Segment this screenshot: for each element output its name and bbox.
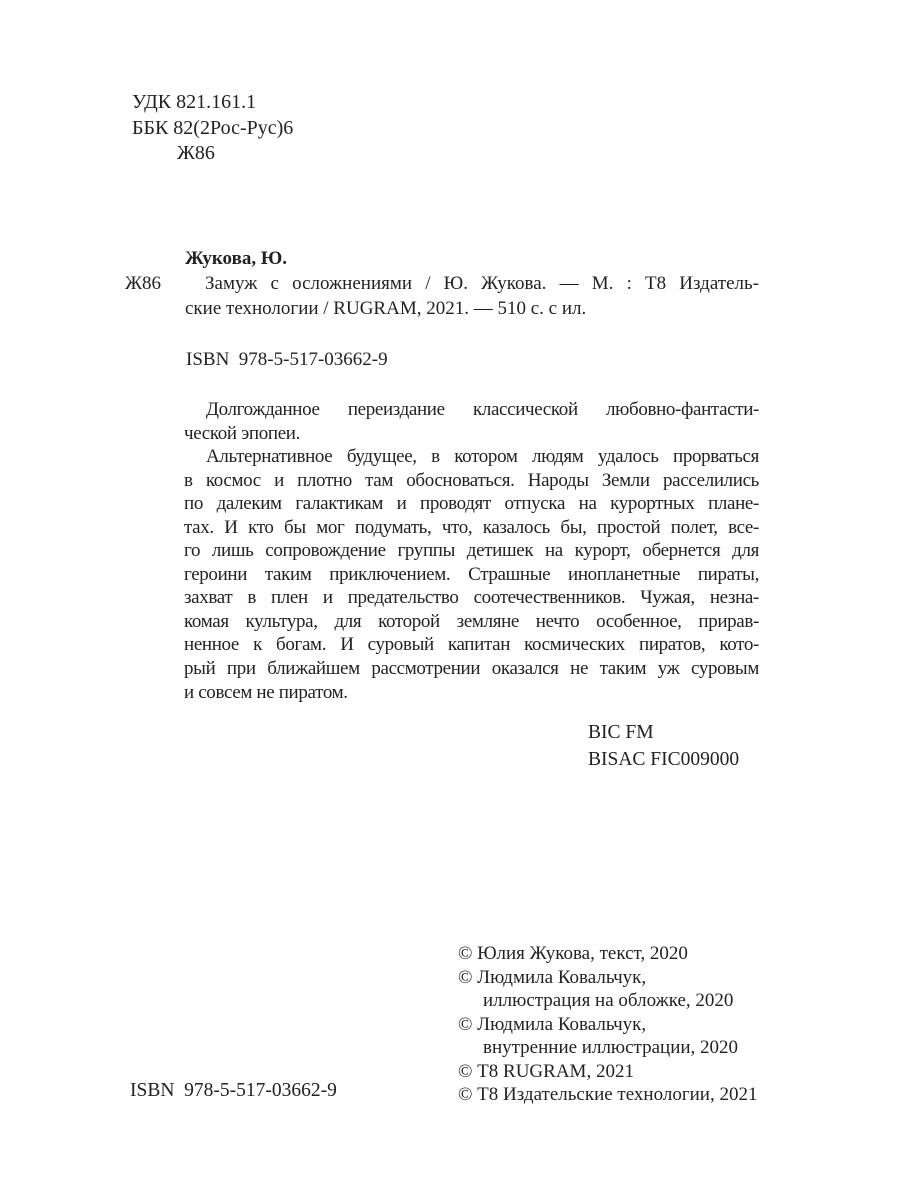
- annotation-line: Долгожданное переиздание классической любовно-фантасти-: [206, 399, 759, 420]
- bbk-code: ББК 82(2Рос-Рус)6: [132, 116, 294, 139]
- annotation-line: и совсем не пиратом.: [184, 681, 348, 703]
- annotation-line: в космос и плотно там обосноваться. Народы Земли расселились: [184, 469, 759, 491]
- catalog-entry: [125, 246, 759, 321]
- annotation-line: тах. И кто бы мог подумать, что, казалось бы, простой полет, все-: [184, 516, 759, 538]
- annotation-line: ческой эпопеи.: [184, 422, 301, 444]
- annotation-line: го лишь сопровождение группы детишек на курорт, обернется для: [184, 540, 759, 562]
- copyright-line: © Юлия Жукова, текст, 2020: [458, 943, 688, 964]
- copyright-line: © Т8 RUGRAM, 2021: [458, 1060, 634, 1082]
- annotation-line: героини таким приключением. Страшные инопланетные пираты,: [184, 563, 759, 585]
- classification-codes: [588, 719, 739, 773]
- copyright-line: © Т8 Издательские технологии, 2021: [458, 1084, 758, 1105]
- isbn-top: ISBN 978-5-517-03662-9: [186, 349, 388, 370]
- annotation-line: рый при ближайшем рассмотрении оказался не таким уж суровым: [184, 658, 759, 680]
- copyright-line: © Людмила Ковальчук,: [458, 1013, 647, 1035]
- annotation-line: Альтернативное будущее, в котором людям удалось прорваться: [206, 446, 759, 468]
- catalog-entry-line2: ские технологии / RUGRAM, 2021. — 510 с. с ил.: [185, 298, 587, 319]
- annotation-line: ненное к богам. И суровый капитан космических пиратов, кото-: [184, 634, 759, 656]
- copyright-block: [458, 942, 757, 1107]
- copyright-line: © Людмила Ковальчук,: [458, 966, 647, 988]
- copyright-line: иллюстрация на обложке, 2020: [483, 990, 734, 1011]
- annotation-line: по далеким галактикам и проводят отпуска на курортных плане-: [184, 493, 759, 515]
- annotation-block: [184, 398, 759, 704]
- annotation-line: комая культура, для которой земляне нечто особенное, прирав-: [184, 610, 759, 632]
- isbn-bottom: ISBN 978-5-517-03662-9: [130, 1080, 337, 1101]
- author-mark: Ж86: [177, 142, 215, 164]
- bisac-code: BISAC FIC009000: [588, 749, 740, 770]
- catalog-author-mark: Ж86: [125, 273, 162, 294]
- annotation-line: захват в плен и предательство соотечественников. Чужая, незна-: [184, 587, 759, 609]
- catalog-entry-text: Замуж с осложнениями / Ю. Жукова. — М. : Т8 Издатель-: [205, 273, 759, 294]
- catalog-entry-line1: [125, 271, 759, 296]
- udc-code: УДК 821.161.1: [132, 91, 257, 113]
- copyright-line: внутренние иллюстрации, 2020: [483, 1037, 739, 1058]
- classification-block: [132, 90, 293, 167]
- catalog-author: Жукова, Ю.: [185, 248, 287, 269]
- bic-code: BIC FM: [588, 722, 654, 743]
